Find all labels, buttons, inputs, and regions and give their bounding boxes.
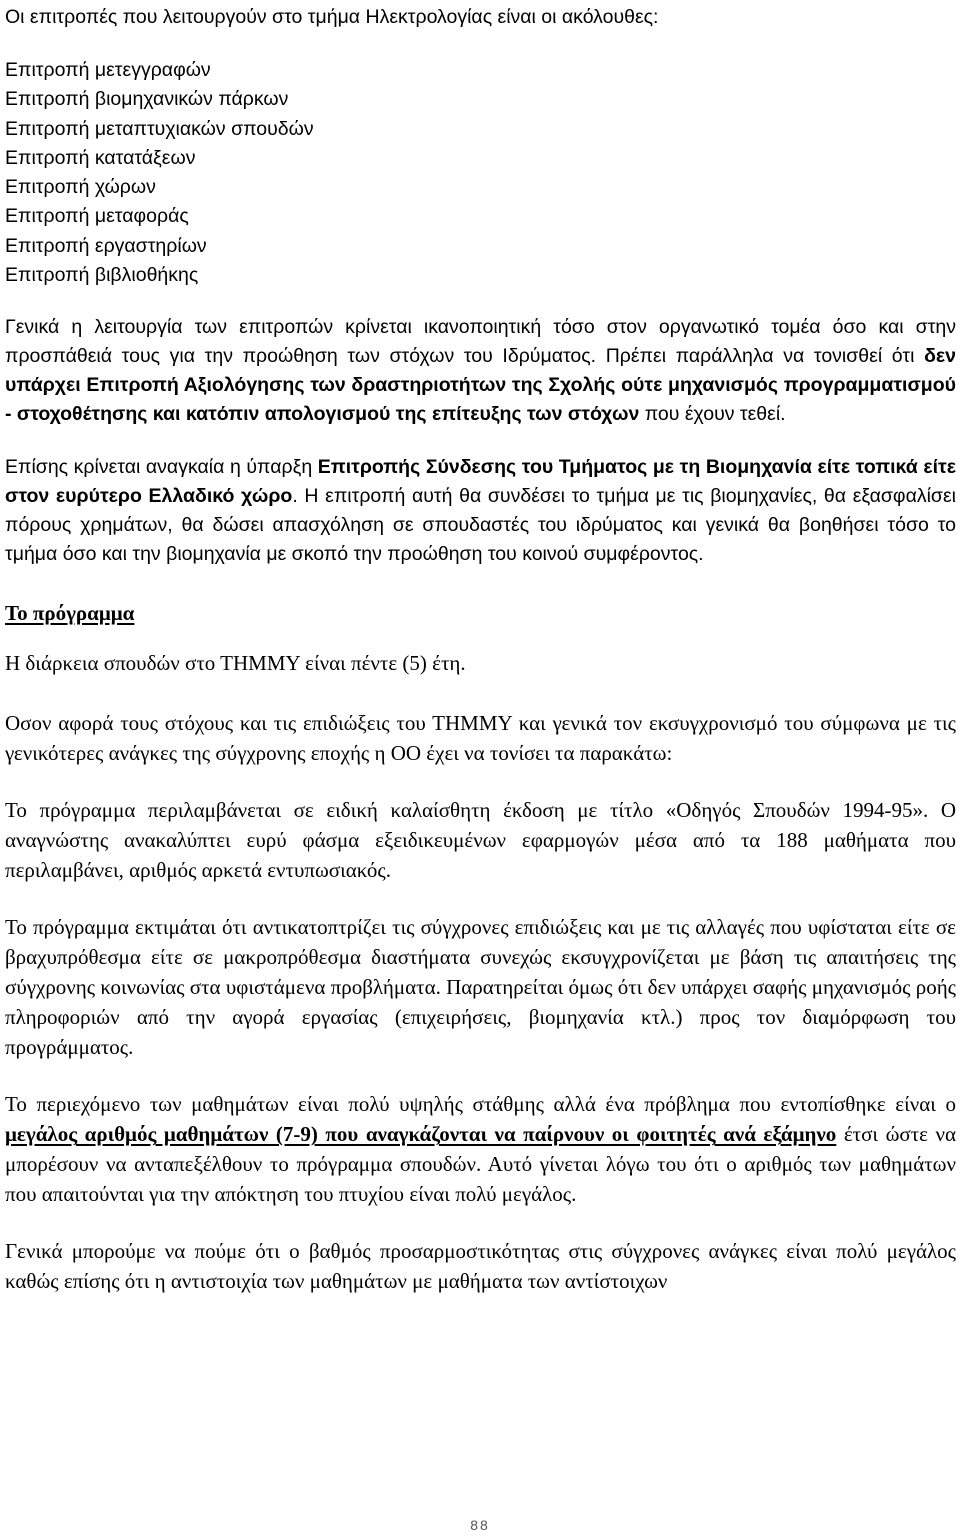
committees-list <box>5 56 956 290</box>
list-item: Επιτροπή μετεγγραφών <box>5 59 211 81</box>
list-item: Επιτροπή χώρων <box>5 176 156 199</box>
document-page <box>5 0 956 1296</box>
study-duration: Η διάρκεια σπουδών στο ΤΗΜΜΥ είναι πέντε (5) έτη. <box>5 651 466 676</box>
adaptability-paragraph: Γενικά μπορούμε να πούμε ότι ο βαθμός προσαρμοστικότητας στις σύγχρονες ανάγκες είναι πολύ μεγάλος καθώς επίσης ότι η αντιστοιχία των μαθημάτων με μαθήματα των αντίστοιχων <box>5 1239 956 1294</box>
list-item: Επιτροπή κατατάξεων <box>5 146 196 169</box>
paragraph-text: . Η επιτροπή αυτή θα συνδέσει το τμήμα με τις βιομηχανίες, θα εξασφαλίσει πόρους χρημάτων, θα δώσει απασχόληση σε σπουδαστές του ιδρύματος και γενικά θα βοηθήσει τόσο το τμήμα όσο και την βιομηχανία με σκοπό την προώθηση του κοινού συμφέροντος. <box>5 485 956 566</box>
committees-intro: Οι επιτροπές που λειτουργούν στο τμήμα Ηλεκτρολογίας είναι οι ακόλουθες: <box>5 6 659 28</box>
program-reflection-paragraph: Το πρόγραμμα εκτιμάται ότι αντικατοπτρίζει τις σύγχρονες επιδιώξεις και με τις αλλαγές που υφίσταται είτε σε βραχυπρόθεσμα είτε σε μακροπρόθεσμα διαστήματα συνεχώς εκσυγχρονίζεται με βάση τις απαιτήσεις της σύγχρονης κοινωνίας στα υφιστάμενα προβλήματα. Παρατηρείται όμως ότι δεν υπάρχει σαφής μηχανισμός ροής πληροφοριών από την αγορά εργασίας (επιχειρήσεις, βιομηχανία κτλ.) προς τον διαμόρφωση του προγράμματος. <box>5 915 956 1060</box>
paragraph-text: Γενικά η λειτουργία των επιτροπών κρίνεται ικανοποιητική τόσο στον οργανωτικό τομέα όσο και στην προσπάθειά τους για την προώθηση των στόχων του Ιδρύματος. Πρέπει παράλληλα να τονισθεί ότι <box>5 316 956 368</box>
list-item: Επιτροπή βιβλιοθήκης <box>5 264 199 287</box>
course-load-emphasis: μεγάλος αριθμός μαθημάτων (7-9) που αναγκάζονται να παίρνουν οι φοιτητές ανά εξάμηνο <box>5 1122 837 1147</box>
industry-liaison-paragraph <box>5 453 956 569</box>
list-item: Επιτροπή μεταπτυχιακών σπουδών <box>5 117 314 140</box>
goals-paragraph: Οσον αφορά τους στόχους και τις επιδιώξεις του ΤΗΜΜΥ και γενικά τον εκσυγχρονισμό του σύμφωνα με τις γενικότερες ανάγκες της σύγχρονης εποχής η ΟΟ έχει να τονίσει τα παρακάτω: <box>5 711 956 766</box>
paragraph-text: που έχουν τεθεί. <box>639 403 786 426</box>
no-evaluation-committee-emphasis: δεν υπάρχει Επιτροπή Αξιολόγησης των δραστηριοτήτων της Σχολής ούτε μηχανισμός προγραμματισμού - στοχοθέτησης και κατόπιν απολογισμού της επίτευξης των στόχων <box>5 345 956 426</box>
liaison-committee-emphasis: Επιτροπής Σύνδεσης του Τμήματος με τη Βιομηχανία είτε τοπικά είτε στον ευρύτερο Ελλαδικό χώρο <box>5 456 956 508</box>
committees-assessment-paragraph <box>5 313 956 429</box>
course-content-paragraph <box>5 1089 956 1209</box>
list-item: Επιτροπή μεταφοράς <box>5 205 189 228</box>
list-item: Επιτροπή εργαστηρίων <box>5 234 207 257</box>
study-guide-paragraph: Το πρόγραμμα περιλαμβάνεται σε ειδική καλαίσθητη έκδοση με τίτλο «Οδηγός Σπουδών 1994-95». Ο αναγνώστης ανακαλύπτει ευρύ φάσμα εξειδικευμένων εφαρμογών μέσα από τα 188 μαθήματα που περιλαμβάνει, αριθμός αρκετά εντυπωσιακός. <box>5 798 956 883</box>
paragraph-text: έτσι ώστε να μπορέσουν να ανταπεξέλθουν το πρόγραμμα σπουδών. Αυτό γίνεται λόγω του ότι ο αριθμός των μαθημάτων που απαιτούνται για την απόκτηση του πτυχίου είναι πολύ μεγάλος. <box>5 1122 957 1207</box>
paragraph-text: Το περιεχόμενο των μαθημάτων είναι πολύ υψηλής στάθμης αλλά ένα πρόβλημα που εντοπίσθηκε είναι ο <box>5 1092 956 1117</box>
section-heading-program: Το πρόγραμμα <box>5 601 135 626</box>
paragraph-text: Επίσης κρίνεται αναγκαία η ύπαρξη <box>5 456 318 479</box>
page-number: 88 <box>470 1517 490 1533</box>
list-item: Επιτροπή βιομηχανικών πάρκων <box>5 88 289 111</box>
